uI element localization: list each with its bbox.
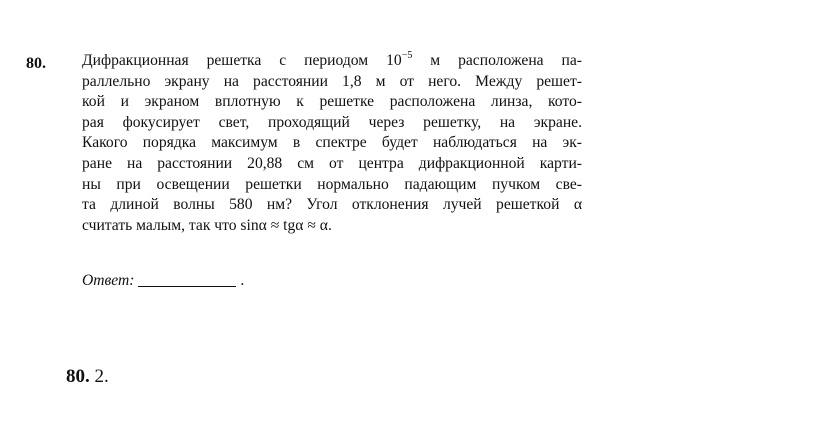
problem-number: 80. (26, 55, 46, 72)
problem-line-6: ране на расстоянии 20,88 см от центра дифракционной карти- (82, 154, 582, 172)
problem-line-3: кой и экраном вплотную к решетке расположена линза, кото- (82, 93, 582, 111)
problem-line-9: считать малым, так что sinα ≈ tgα ≈ α. (82, 216, 332, 234)
answer-tail: . (236, 272, 245, 289)
problem-line-5: Какого порядка максимум в спектре будет наблюдаться на эк- (82, 134, 582, 152)
problem-line-7: ны при освещении решетки нормально падающим пучком све- (82, 175, 582, 193)
answer-label: Ответ: (82, 272, 135, 289)
answer-blank[interactable] (138, 272, 236, 287)
problem-line-2: раллельно экрану на расстоянии 1,8 м от него. Между решет- (82, 72, 582, 90)
solution (66, 366, 109, 388)
answer-line (82, 272, 244, 290)
problem-line-8: та длиной волны 580 нм? Угол отклонения лучей решеткой α (82, 196, 582, 214)
solution-value: 2. (94, 366, 109, 387)
problem-line-4: рая фокусирует свет, проходящий через решетку, на экране. (82, 113, 582, 131)
period-exponent: −5 (401, 50, 413, 61)
problem-line-1: Дифракционная решетка с периодом $10^{-5}$ м расположена па- (82, 50, 583, 69)
problem-text (82, 51, 582, 236)
solution-number: 80. (66, 366, 90, 387)
